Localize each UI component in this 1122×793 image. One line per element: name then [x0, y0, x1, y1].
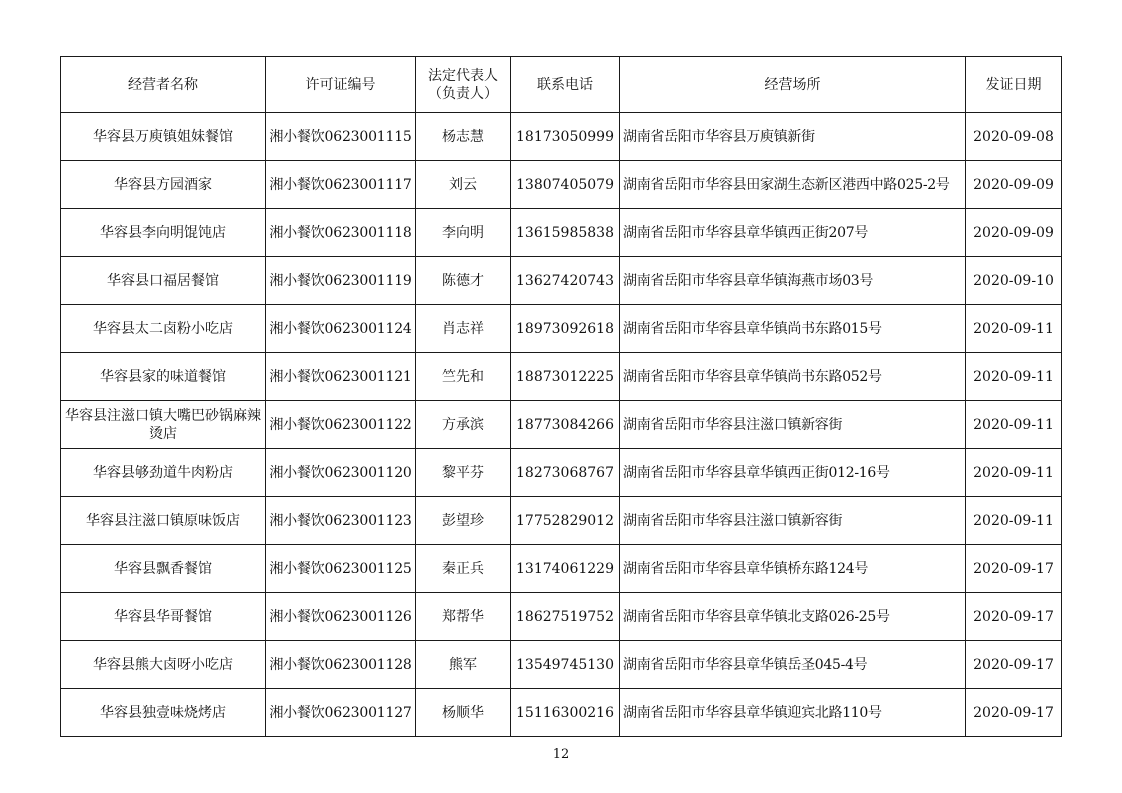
cell-address: 湖南省岳阳市华容县万庾镇新街 — [620, 113, 966, 161]
cell-license: 湘小餐饮0623001123 — [266, 497, 416, 545]
cell-representative: 肖志祥 — [416, 305, 511, 353]
cell-phone: 13627420743 — [511, 257, 620, 305]
header-license: 许可证编号 — [266, 57, 416, 113]
cell-date: 2020-09-11 — [966, 305, 1062, 353]
page-number: 12 — [552, 747, 570, 762]
license-table — [60, 56, 1062, 737]
cell-representative: 黎平芬 — [416, 449, 511, 497]
cell-address: 湖南省岳阳市华容县章华镇桥东路124号 — [620, 545, 966, 593]
cell-address: 湖南省岳阳市华容县章华镇岳圣045-4号 — [620, 641, 966, 689]
cell-name: 华容县太二卤粉小吃店 — [61, 305, 266, 353]
cell-name: 华容县够劲道牛肉粉店 — [61, 449, 266, 497]
cell-address: 湖南省岳阳市华容县章华镇海燕市场03号 — [620, 257, 966, 305]
cell-date: 2020-09-08 — [966, 113, 1062, 161]
cell-date: 2020-09-11 — [966, 449, 1062, 497]
table-row — [61, 689, 1062, 737]
cell-date: 2020-09-09 — [966, 161, 1062, 209]
cell-representative: 秦正兵 — [416, 545, 511, 593]
cell-name: 华容县注滋口镇大嘴巴砂锅麻辣烫店 — [61, 401, 266, 449]
table-row — [61, 305, 1062, 353]
cell-license: 湘小餐饮0623001126 — [266, 593, 416, 641]
cell-address: 湖南省岳阳市华容县章华镇北支路026-25号 — [620, 593, 966, 641]
cell-name: 华容县方园酒家 — [61, 161, 266, 209]
cell-representative: 刘云 — [416, 161, 511, 209]
header-rep-line2: （负责人） — [428, 85, 498, 102]
cell-address: 湖南省岳阳市华容县注滋口镇新容街 — [620, 497, 966, 545]
cell-representative: 杨顺华 — [416, 689, 511, 737]
table-row — [61, 353, 1062, 401]
cell-phone: 18773084266 — [511, 401, 620, 449]
cell-license: 湘小餐饮0623001128 — [266, 641, 416, 689]
cell-representative: 李向明 — [416, 209, 511, 257]
cell-address: 湖南省岳阳市华容县章华镇尚书东路015号 — [620, 305, 966, 353]
cell-license: 湘小餐饮0623001115 — [266, 113, 416, 161]
cell-license: 湘小餐饮0623001120 — [266, 449, 416, 497]
table-row — [61, 161, 1062, 209]
header-phone: 联系电话 — [511, 57, 620, 113]
header-rep-line1: 法定代表人 — [428, 67, 498, 84]
cell-representative: 熊军 — [416, 641, 511, 689]
cell-name: 华容县万庾镇姐妹餐馆 — [61, 113, 266, 161]
cell-license: 湘小餐饮0623001124 — [266, 305, 416, 353]
cell-date: 2020-09-10 — [966, 257, 1062, 305]
table-row — [61, 641, 1062, 689]
cell-date: 2020-09-17 — [966, 641, 1062, 689]
cell-representative: 陈德才 — [416, 257, 511, 305]
cell-date: 2020-09-17 — [966, 689, 1062, 737]
table-row — [61, 257, 1062, 305]
cell-phone: 18973092618 — [511, 305, 620, 353]
cell-license: 湘小餐饮0623001121 — [266, 353, 416, 401]
cell-phone: 15116300216 — [511, 689, 620, 737]
cell-license: 湘小餐饮0623001118 — [266, 209, 416, 257]
table-row — [61, 497, 1062, 545]
header-representative — [416, 57, 511, 113]
cell-name: 华容县熊大卤呀小吃店 — [61, 641, 266, 689]
table-row — [61, 449, 1062, 497]
cell-name: 华容县李向明馄饨店 — [61, 209, 266, 257]
cell-phone: 13174061229 — [511, 545, 620, 593]
table-body — [61, 113, 1062, 737]
cell-license: 湘小餐饮0623001125 — [266, 545, 416, 593]
table-row — [61, 545, 1062, 593]
cell-representative: 竺先和 — [416, 353, 511, 401]
header-name: 经营者名称 — [61, 57, 266, 113]
cell-phone: 13549745130 — [511, 641, 620, 689]
cell-address: 湖南省岳阳市华容县章华镇迎宾北路110号 — [620, 689, 966, 737]
cell-name: 华容县飘香餐馆 — [61, 545, 266, 593]
cell-phone: 13615985838 — [511, 209, 620, 257]
cell-phone: 18627519752 — [511, 593, 620, 641]
cell-date: 2020-09-11 — [966, 497, 1062, 545]
header-address: 经营场所 — [620, 57, 966, 113]
table-row — [61, 401, 1062, 449]
cell-address: 湖南省岳阳市华容县注滋口镇新容街 — [620, 401, 966, 449]
cell-date: 2020-09-11 — [966, 401, 1062, 449]
cell-date: 2020-09-11 — [966, 353, 1062, 401]
cell-date: 2020-09-17 — [966, 593, 1062, 641]
cell-address: 湖南省岳阳市华容县章华镇西正街012-16号 — [620, 449, 966, 497]
cell-license: 湘小餐饮0623001127 — [266, 689, 416, 737]
cell-license: 湘小餐饮0623001119 — [266, 257, 416, 305]
table-row — [61, 209, 1062, 257]
cell-representative: 郑帮华 — [416, 593, 511, 641]
cell-phone: 17752829012 — [511, 497, 620, 545]
cell-name: 华容县家的味道餐馆 — [61, 353, 266, 401]
cell-phone: 13807405079 — [511, 161, 620, 209]
cell-license: 湘小餐饮0623001122 — [266, 401, 416, 449]
cell-name: 华容县华哥餐馆 — [61, 593, 266, 641]
cell-representative: 方承滨 — [416, 401, 511, 449]
header-date: 发证日期 — [966, 57, 1062, 113]
cell-phone: 18873012225 — [511, 353, 620, 401]
cell-representative: 彭望珍 — [416, 497, 511, 545]
cell-address: 湖南省岳阳市华容县章华镇尚书东路052号 — [620, 353, 966, 401]
cell-representative: 杨志慧 — [416, 113, 511, 161]
cell-name: 华容县注滋口镇原味饭店 — [61, 497, 266, 545]
header-row — [61, 57, 1062, 113]
table-row — [61, 593, 1062, 641]
cell-phone: 18273068767 — [511, 449, 620, 497]
cell-phone: 18173050999 — [511, 113, 620, 161]
table-header — [61, 57, 1062, 113]
cell-license: 湘小餐饮0623001117 — [266, 161, 416, 209]
cell-address: 湖南省岳阳市华容县田家湖生态新区港西中路025-2号 — [620, 161, 966, 209]
cell-name: 华容县口福居餐馆 — [61, 257, 266, 305]
cell-date: 2020-09-17 — [966, 545, 1062, 593]
table-row — [61, 113, 1062, 161]
cell-name: 华容县独壹味烧烤店 — [61, 689, 266, 737]
cell-address: 湖南省岳阳市华容县章华镇西正街207号 — [620, 209, 966, 257]
cell-date: 2020-09-09 — [966, 209, 1062, 257]
